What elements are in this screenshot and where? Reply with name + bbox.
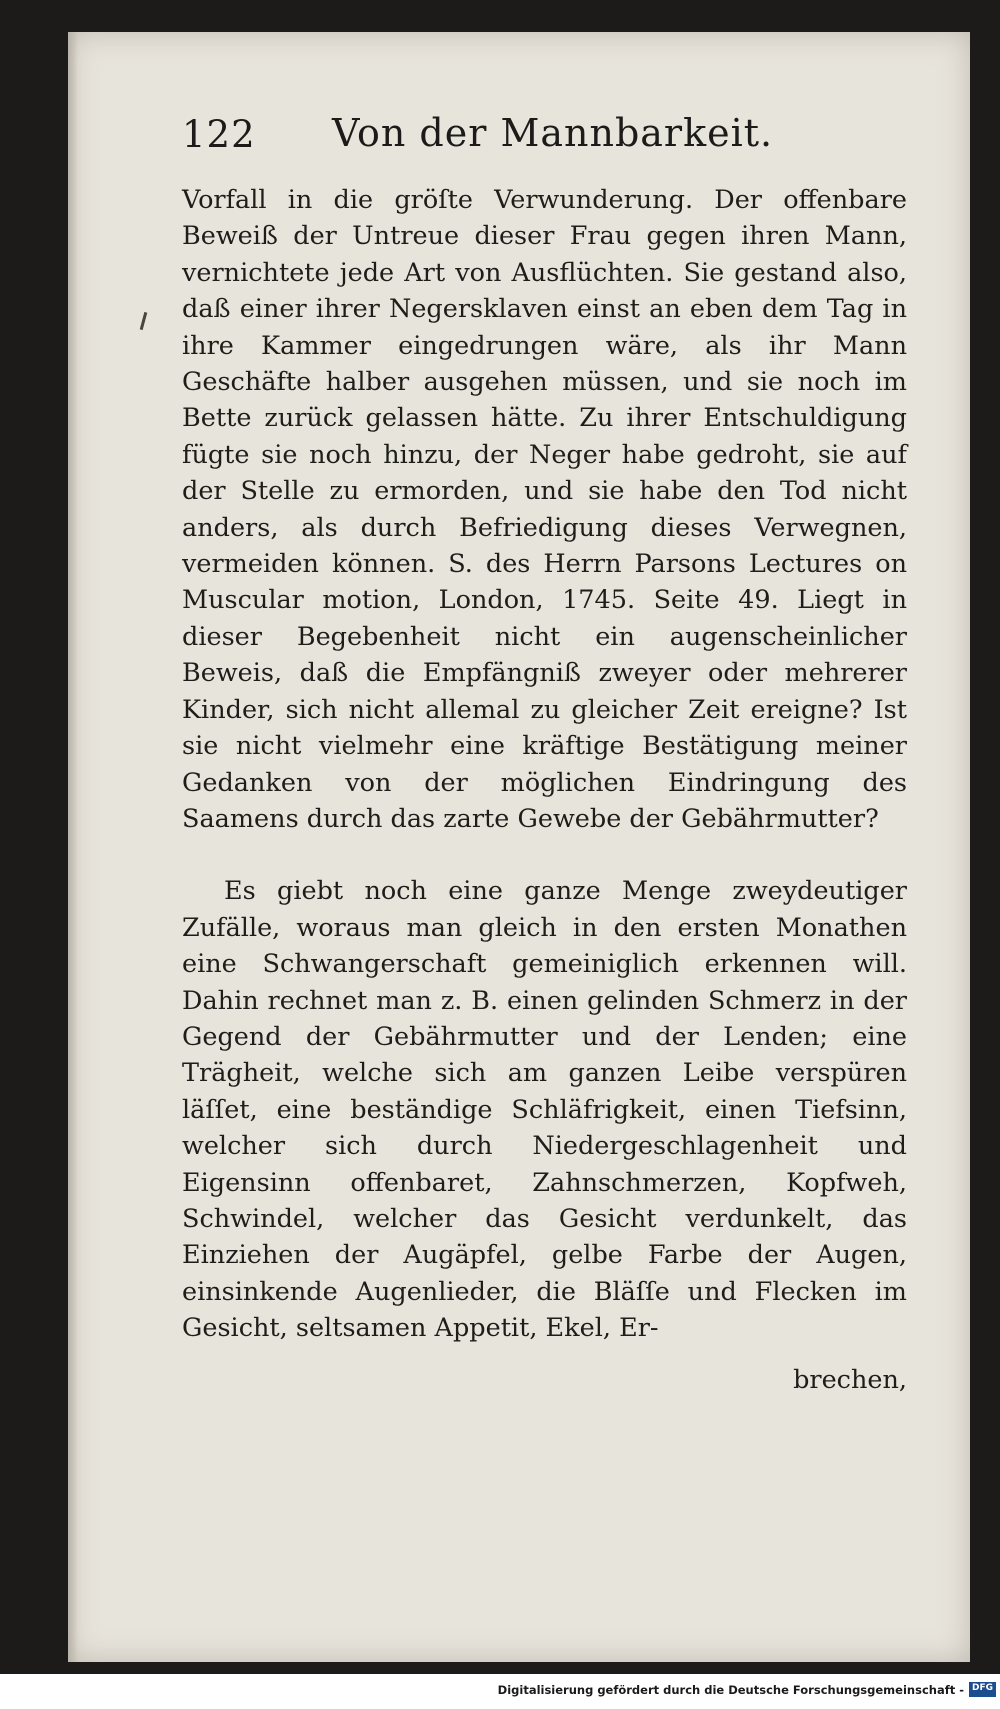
- running-title: Von der Mannbarkeit.: [332, 111, 774, 155]
- funding-credit: Digitalisierung gefördert durch die Deutsche Forschungsgemeinschaft -: [497, 1683, 964, 1697]
- dfg-logo-text: DFG: [971, 1683, 993, 1693]
- paragraph: Es giebt noch eine ganze Menge zweydeutiger Zufälle, woraus man gleich in den ersten Monathen eine Schwangerschaft gemeiniglich erkennen will. Dahin rechnet man z. B. einen gelinden Schmerz in der Gegend der Gebährmutter und der Lenden; eine Trägheit, welche sich am ganzen Leibe verspüren läſſet, eine beständige Schläfrigkeit, einen Tiefsinn, welcher sich durch Niedergeschlagenheit und Eigensinn offenbaret, Zahnschmerzen, Kopfweh, Schwindel, welcher das Gesicht verdunkelt, das Einziehen der Augäpfel, gelbe Farbe der Augen, einsinkende Augenlieder, die Bläſſe und Flecken im Gesicht, seltsamen Appetit, Ekel, Er-: [182, 876, 907, 1344]
- catchword: brechen,: [793, 1365, 907, 1395]
- page-header: [182, 105, 922, 175]
- page-number: 122: [182, 113, 256, 156]
- page-gutter-shadow: [68, 32, 78, 1662]
- dfg-logo-icon: [969, 1682, 996, 1697]
- paragraph: Vorfall in die gröſte Verwunderung. Der offenbare Beweiß der Untreue dieser Frau gegen ihren Mann, vernichtete jede Art von Ausflüchten. Sie gestand also, daß einer ihrer Negersklaven einst an eben dem Tag in ihre Kammer eingedrungen wäre, als ihr Mann Geschäfte halber ausgehen müssen, und sie noch im Bette zurück gelassen hätte. Zu ihrer Entschuldigung fügte sie noch hinzu, der Neger habe gedroht, sie auf der Stelle zu ermorden, und sie habe den Tod nicht anders, als durch Befriedigung dieses Verwegnen, vermeiden können. S. des Herrn Parsons Lectures on Muscular motion, London, 1745. Seite 49. Liegt in dieser Begebenheit nicht ein augenscheinlicher Beweis, daß die Empfängniß zweyer oder mehrerer Kinder, sich nicht allemal zu gleicher Zeit ereigne? Ist sie nicht vielmehr eine kräftige Bestätigung meiner Gedanken von der möglichen Eindringung des Saamens durch das zarte Gewebe der Gebährmutter?: [182, 185, 907, 834]
- footer-bar: [0, 1674, 1000, 1709]
- body-text: [182, 182, 907, 1347]
